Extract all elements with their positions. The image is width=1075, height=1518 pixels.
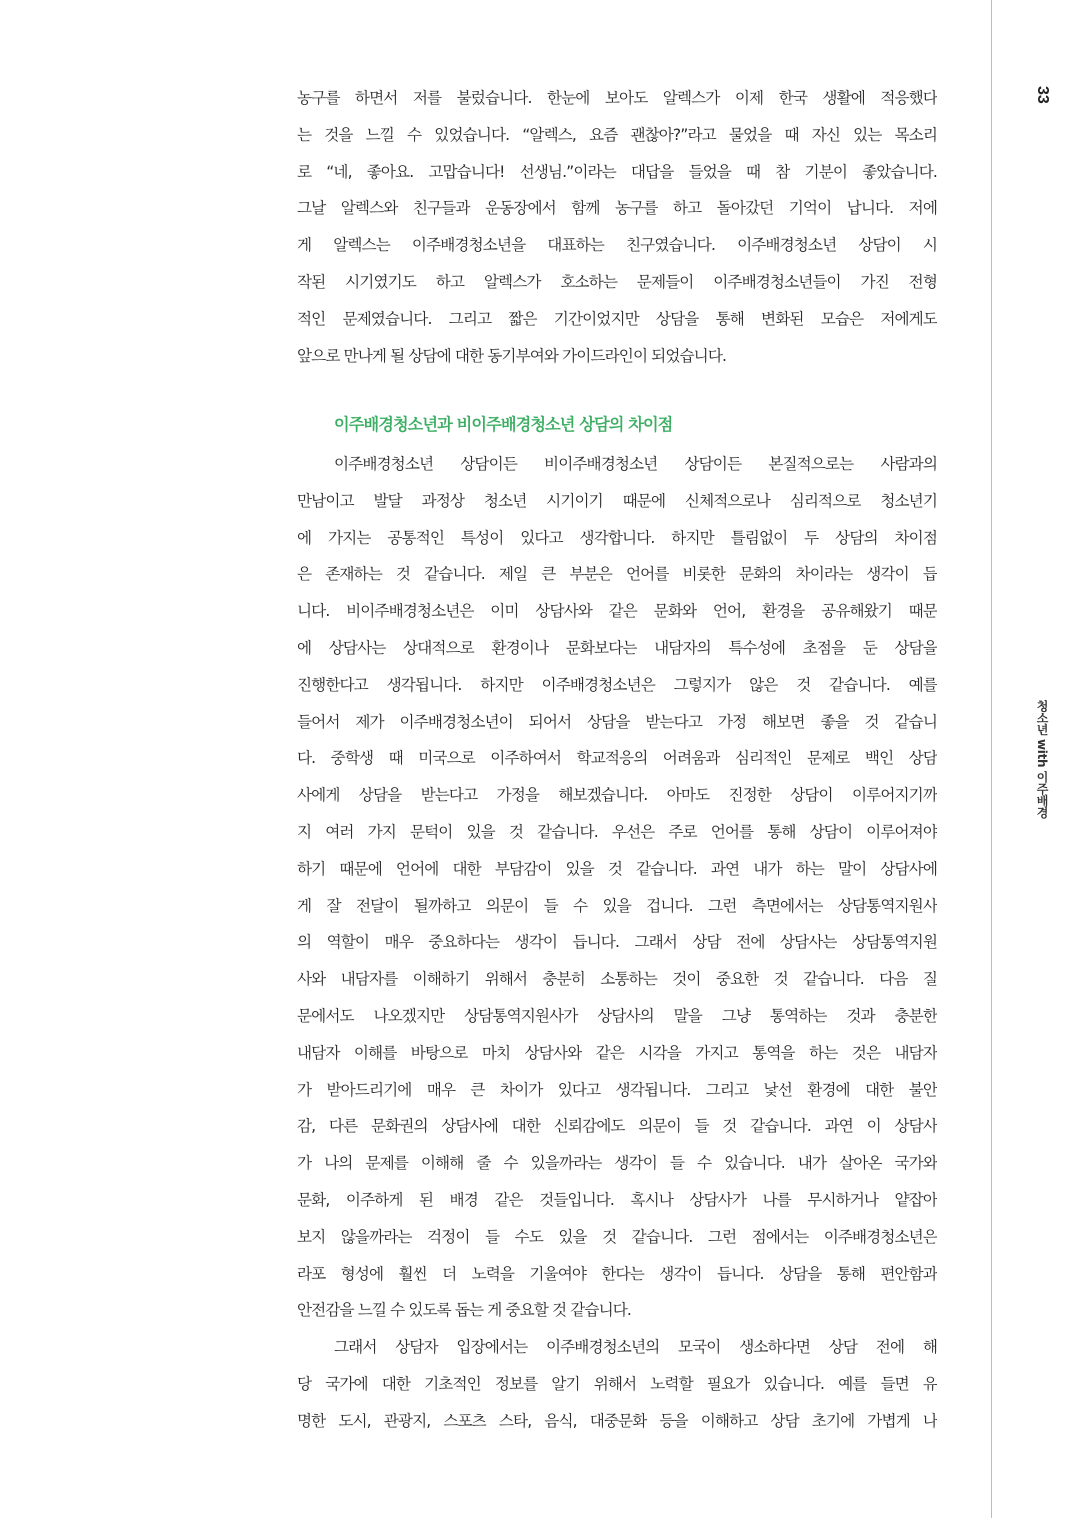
- text-line: 가 나의 문제를 이해해 줄 수 있을까라는 생각이 들 수 있습니다. 내가 살아온 국가와: [297, 1154, 937, 1173]
- text-line: 는 것을 느낄 수 있었습니다. “알렉스, 요즘 괜찮아?”라고 물었을 때 자신 있는 목소리: [297, 125, 937, 144]
- text-line: 진행한다고 생각됩니다. 하지만 이주배경청소년은 그렇지가 않은 것 같습니다. 예를: [297, 675, 937, 694]
- text-line: 안전감을 느낄 수 있도록 돕는 게 중요할 것 같습니다.: [297, 1301, 631, 1320]
- text-line: 하기 때문에 언어에 대한 부담감이 있을 것 같습니다. 과연 내가 하는 말이 상담사에: [297, 859, 937, 878]
- text-line: 로 “네, 좋아요. 고맙습니다! 선생님.”이라는 대답을 들었을 때 참 기분이 좋았습니다.: [297, 162, 937, 181]
- text-line: 문화, 이주하게 된 배경 같은 것들입니다. 혹시나 상담사가 나를 무시하거나 얕잡아: [297, 1190, 937, 1209]
- text-line: 에 상담사는 상대적으로 환경이나 문화보다는 내담자의 특수성에 초점을 둔 상담을: [297, 638, 937, 657]
- text-line: 당 국가에 대한 기초적인 정보를 알기 위해서 노력할 필요가 있습니다. 예를 들면 유: [297, 1374, 937, 1393]
- text-line: 만남이고 발달 과정상 청소년 시기이기 때문에 신체적으로나 심리적으로 청소년기: [297, 491, 937, 510]
- text-line: 사와 내담자를 이해하기 위해서 충분히 소통하는 것이 중요한 것 같습니다. 다음 질: [297, 970, 937, 989]
- text-line: 사에게 상담을 받는다고 가정을 해보겠습니다. 아마도 진정한 상담이 이루어지기까: [297, 786, 937, 805]
- text-line: 문에서도 나오겠지만 상담통역지원사가 상담사의 말을 그냥 통역하는 것과 충분한: [297, 1006, 937, 1025]
- text-line: 작된 시기였기도 하고 알렉스가 호소하는 문제들이 이주배경청소년들이 가진 전형: [297, 272, 937, 291]
- text-line: 들어서 제가 이주배경청소년이 되어서 상담을 받는다고 가정 해보면 좋을 것 같습니: [297, 712, 937, 731]
- text-line: 가 받아드리기에 매우 큰 차이가 있다고 생각됩니다. 그리고 낯선 환경에 대한 불안: [297, 1080, 937, 1099]
- running-title: 청소년 with 이주배경: [1035, 700, 1049, 818]
- text-line: 라포 형성에 훨씬 더 노력을 기울여야 한다는 생각이 듭니다. 상담을 통해 편안함과: [297, 1264, 937, 1283]
- text-line: 다. 중학생 때 미국으로 이주하여서 학교적응의 어려움과 심리적인 문제로 백인 상담: [297, 749, 937, 768]
- text-line: 의 역할이 매우 중요하다는 생각이 듭니다. 그래서 상담 전에 상담사는 상담통역지원: [297, 933, 937, 952]
- text-line: 게 잘 전달이 될까하고 의문이 들 수 있을 겁니다. 그런 측면에서는 상담통역지원사: [297, 896, 937, 915]
- text-line: 에 가지는 공통적인 특성이 있다고 생각합니다. 하지만 틀림없이 두 상담의 차이점: [297, 528, 937, 547]
- text-line: 명한 도시, 관광지, 스포츠 스타, 음식, 대중문화 등을 이해하고 상담 초기에 가볍게 나: [297, 1411, 937, 1430]
- text-line: 지 여러 가지 문턱이 있을 것 같습니다. 우선은 주로 언어를 통해 상담이 이루어져야: [297, 822, 937, 841]
- section-body: [297, 446, 937, 1440]
- text-line: 보지 않을까라는 걱정이 들 수도 있을 것 같습니다. 그런 점에서는 이주배경청소년은: [297, 1227, 937, 1246]
- text-line: 내담자 이해를 바탕으로 마치 상담사와 같은 시각을 가지고 통역을 하는 것은 내담자: [297, 1043, 937, 1062]
- intro-paragraph: [297, 80, 937, 374]
- text-line: 게 알렉스는 이주배경청소년을 대표하는 친구였습니다. 이주배경청소년 상담이 시: [297, 236, 937, 255]
- section-heading: 이주배경청소년과 비이주배경청소년 상담의 차이점: [334, 415, 673, 434]
- text-line: 이주배경청소년 상담이든 비이주배경청소년 상담이든 본질적으로는 사람과의: [334, 455, 937, 473]
- page-number: 33: [1034, 86, 1051, 104]
- text-line: 적인 문제였습니다. 그리고 짧은 기간이었지만 상담을 통해 변화된 모습은 저에게도: [297, 309, 937, 328]
- margin-rule: [991, 0, 992, 1518]
- text-line: 은 존재하는 것 같습니다. 제일 큰 부분은 언어를 비롯한 문화의 차이라는 생각이 듭: [297, 565, 937, 584]
- text-line: 감, 다른 문화권의 상담사에 대한 신뢰감에도 의문이 들 것 같습니다. 과연 이 상담사: [297, 1117, 937, 1136]
- text-line: 농구를 하면서 저를 불렀습니다. 한눈에 보아도 알렉스가 이제 한국 생활에 적응했다: [297, 89, 937, 107]
- text-line: 앞으로 만나게 될 상담에 대한 동기부여와 가이드라인이 되었습니다.: [297, 346, 727, 365]
- text-line: 그날 알렉스와 친구들과 운동장에서 함께 농구를 하고 돌아갔던 기억이 납니다. 저에: [297, 199, 937, 218]
- text-line: 니다. 비이주배경청소년은 이미 상담사와 같은 문화와 언어, 환경을 공유해왔기 때문: [297, 602, 937, 621]
- text-line: 그래서 상담자 입장에서는 이주배경청소년의 모국이 생소하다면 상담 전에 해: [334, 1338, 937, 1357]
